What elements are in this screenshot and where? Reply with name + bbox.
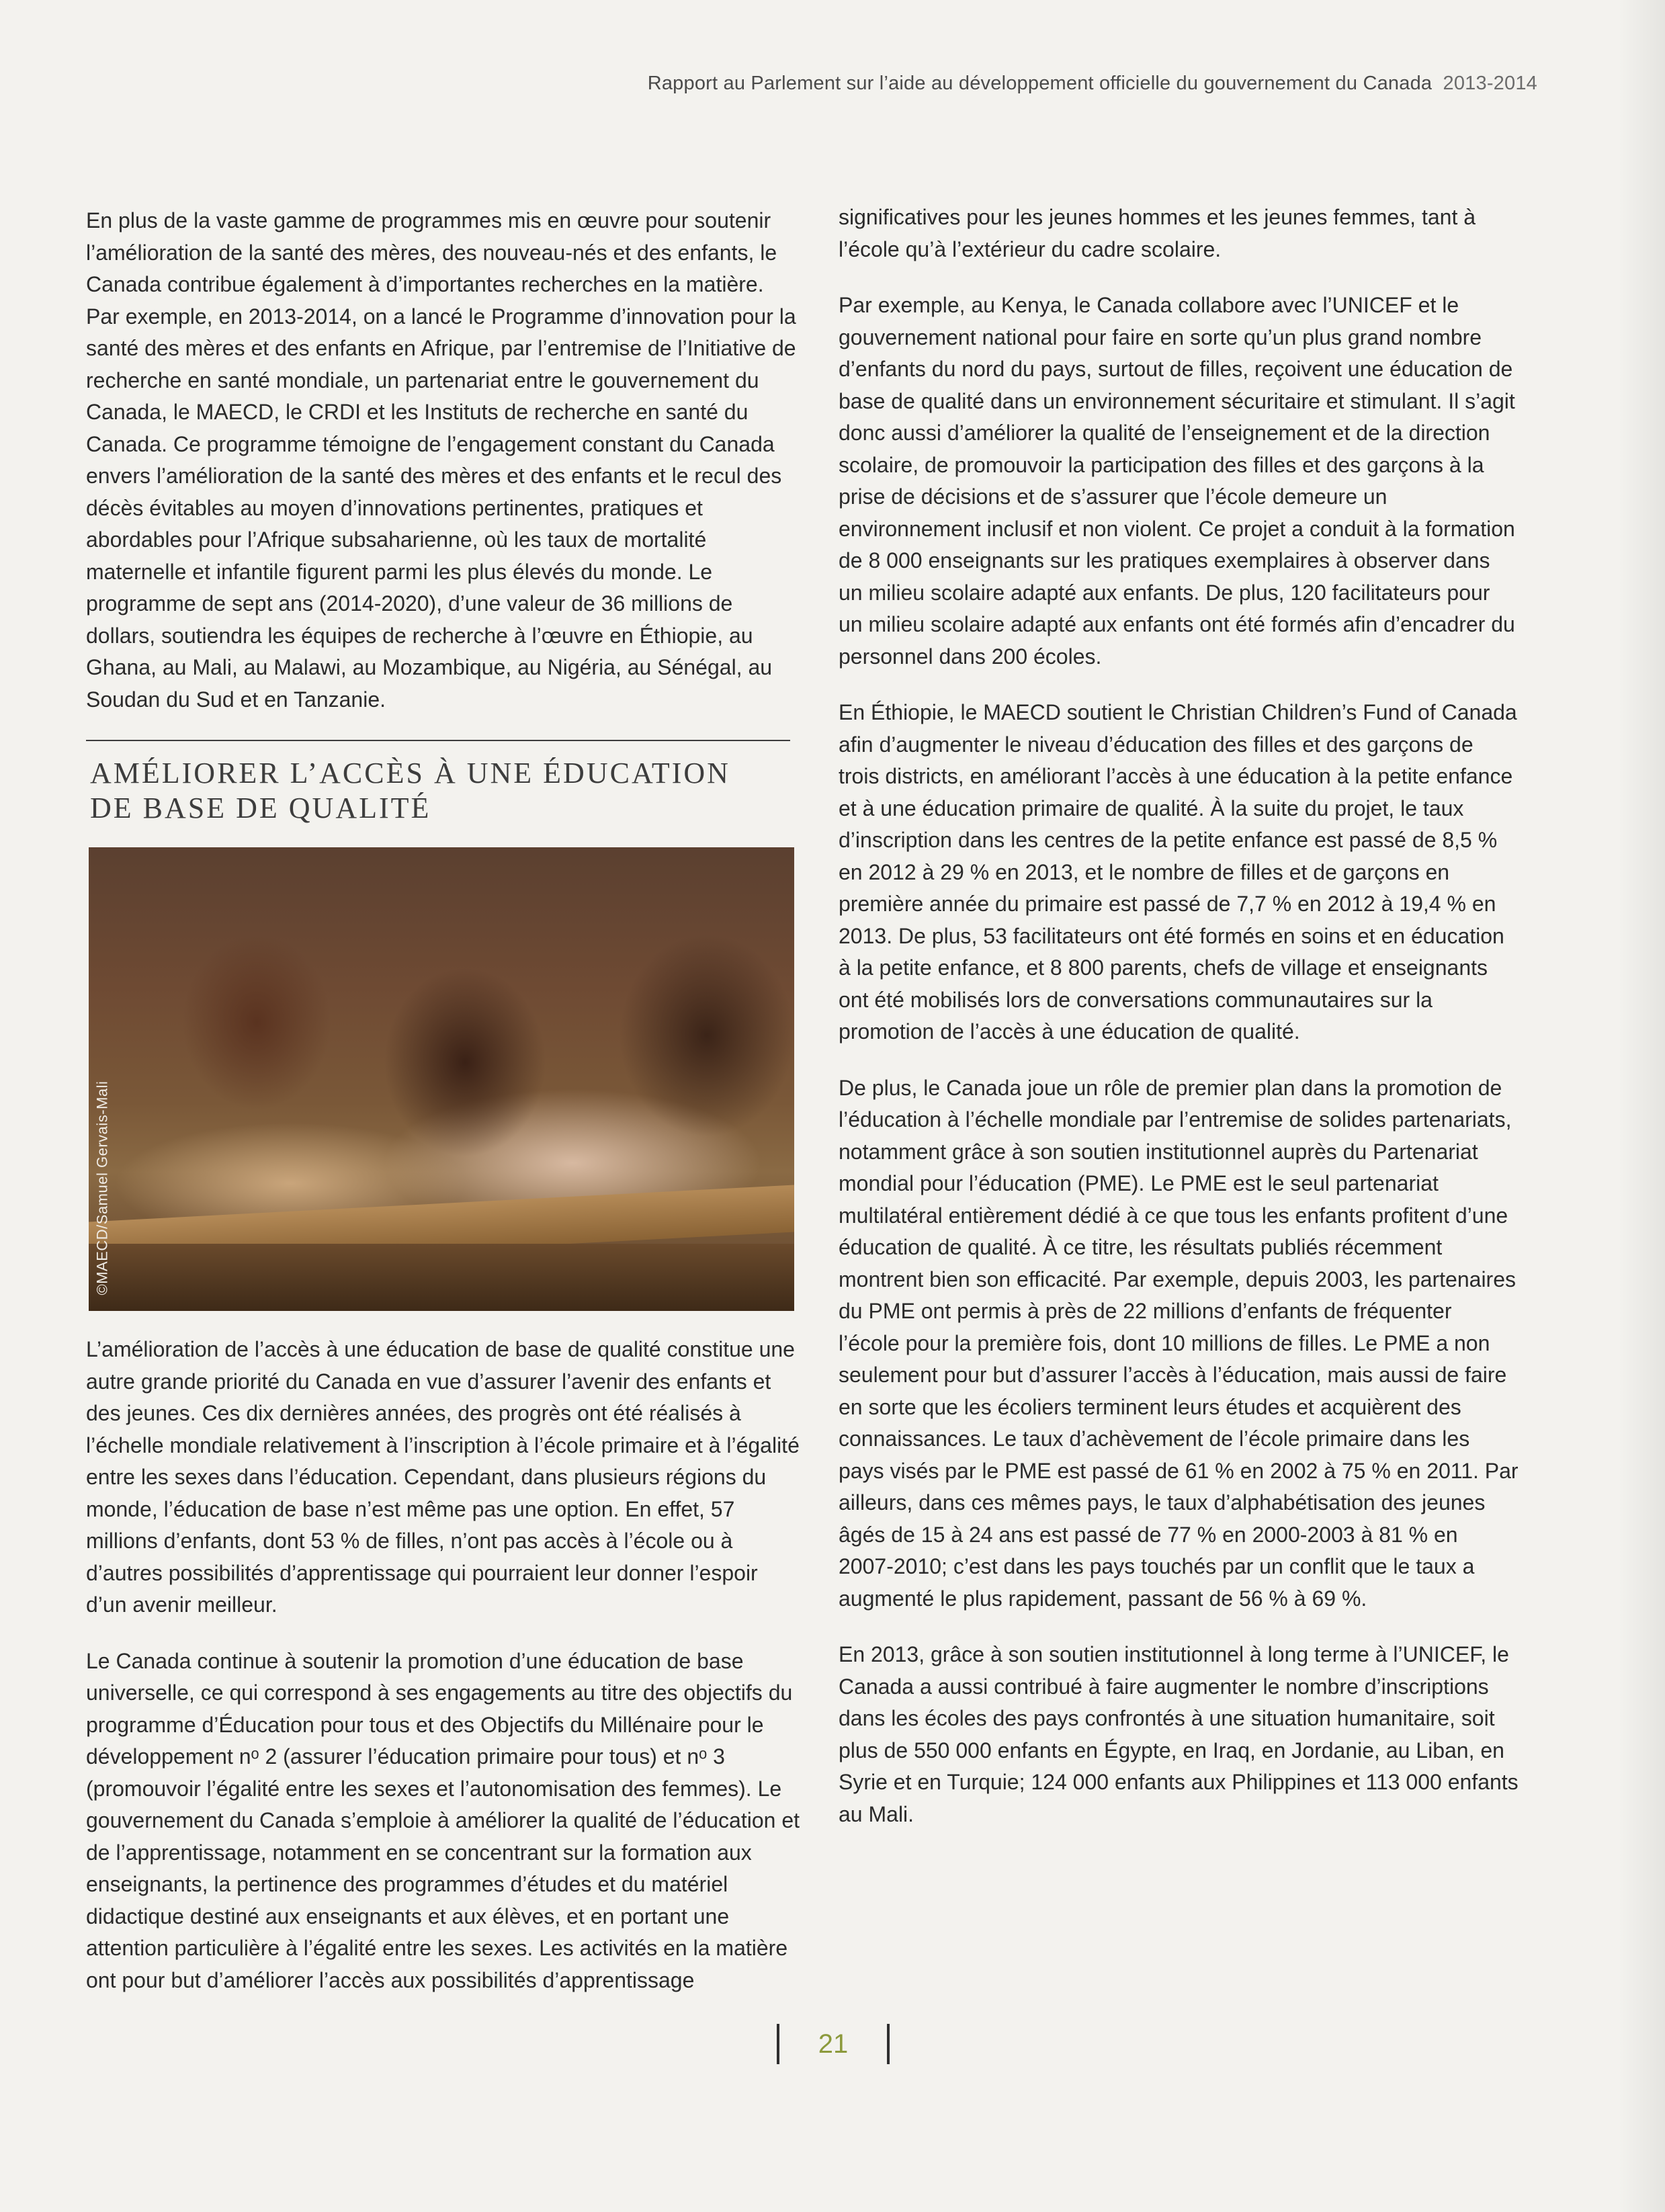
left-column (86, 205, 802, 2020)
photo-credit: ©MAECD/Samuel Gervais-Mali (93, 1080, 111, 1295)
page-edge-shadow (1618, 0, 1665, 2212)
classroom-photo (89, 847, 794, 1311)
page-number: 21 (818, 2029, 849, 2059)
photo-desk-front (89, 1244, 794, 1311)
right-paragraph-1: significatives pour les jeunes hommes et les jeunes femmes, tant à l’école qu’à l’extérieur du cadre scolaire. (839, 205, 1476, 261)
right-paragraph-4: De plus, le Canada joue un rôle de premier plan dans la promotion de l’éducation à l’échelle mondiale par l’entremise de solides partenariats, notamment grâce à son soutien institutionnel auprès du Partenariat mondial pour l’éducation (PME). Le PME est le seul partenariat multilatéral entièrement dédié à ce que tous les enfants profitent d’une éducation de qualité. À ce titre, les résultats publiés récemment montrent bien son efficacité. Par exemple, depuis 2003, les partenaires du PME ont permis à près de 22 millions d’enfants de fréquenter l’école pour la première fois, dont 10 millions de filles. Le PME a non seulement pour but d’assurer l’accès à l’éducation, mais aussi de faire en sorte que les écoliers terminent leurs études et acquièrent des connaissances. Le taux d’achèvement de l’école primaire dans les pays visés par le PME est passé de 61 % en 2002 à 75 % en 2011. Par ailleurs, dans ces mêmes pays, le taux d’alphabétisation des jeunes âgés de 15 à 24 ans est passé de 77 % en 2000-2003 à 81 % en 2007-2010; c’est dans les pays touchés par un conflit que le taux a augmenté le plus rapidement, passant de 56 % à 69 %. (839, 1075, 1519, 1611)
left-paragraph-1: En plus de la vaste gamme de programmes mis en œuvre pour soutenir l’amélioration de la santé des mères, des nouveau-nés et des enfants, le Canada contribue également à d’importantes recherches en la matière. Par exemple, en 2013-2014, on a lancé le Programme d’innovation pour la santé des mères et des enfants en Afrique, par l’entremise de l’Initiative de recherche en santé mondiale, un partenariat entre le gouvernement du Canada, le MAECD, le CRDI et les Instituts de recherche en santé du Canada. Ce programme témoigne de l’engagement constant du Canada envers l’amélioration de la santé des mères et des enfants et le recul des décès évitables au moyen d’innovations pertinentes, pratiques et abordables pour l’Afrique subsaharienne, où les taux de mortalité maternelle et infantile figurent parmi les plus élevés du monde. Le programme de sept ans (2014-2020), d’une valeur de 36 millions de dollars, soutiendra les équipes de recherche à l’œuvre en Éthiopie, au Ghana, au Mali, au Malawi, au Mozambique, au Nigéria, au Sénégal, au Soudan du Sud et en Tanzanie. (86, 208, 796, 712)
report-years: 2013-2014 (1443, 73, 1537, 94)
right-paragraph-5: En 2013, grâce à son soutien institutionnel à long terme à l’UNICEF, le Canada a aussi contribué à faire augmenter le nombre d’inscriptions dans les écoles des pays confrontés à une situation humanitaire, soit plus de 550 000 enfants en Égypte, en Iraq, en Jordanie, au Liban, en Syrie et en Turquie; 124 000 enfants aux Philippines et 113 000 enfants au Mali. (839, 1642, 1519, 1826)
right-paragraph-2: Par exemple, au Kenya, le Canada collabore avec l’UNICEF et le gouvernement national pour faire en sorte qu’un plus grand nombre d’enfants du nord du pays, surtout de filles, reçoivent une éducation de base de qualité dans un environnement sécuritaire et stimulant. Il s’agit donc aussi d’améliorer la qualité de l’enseignement et de la direction scolaire, de promouvoir la participation des filles et des garçons à la prise de décisions et de s’assurer que l’école demeure un environnement inclusif et non violent. Ce projet a conduit à la formation de 8 000 enseignants sur les pratiques exemplaires à observer dans un milieu scolaire adapté aux enfants. De plus, 120 facilitateurs pour un milieu scolaire adapté aux enfants ont été formés afin d’encadrer du personnel dans 200 écoles. (839, 293, 1515, 669)
right-paragraph-3: En Éthiopie, le MAECD soutient le Christian Children’s Fund of Canada afin d’augmenter le niveau d’éducation des filles et des garçons de trois districts, en améliorant l’accès à une éducation à la petite enfance et à une éducation primaire de qualité. À la suite du projet, le taux d’inscription dans les centres de la petite enfance est passé de 8,5 % en 2012 à 29 % en 2013, et le nombre de filles et de garçons en première année du primaire est passé de 7,7 % en 2012 à 19,4 % en 2013. De plus, 53 facilitateurs ont été formés en soins et en éducation à la petite enfance, et 8 800 parents, chefs de village et enseignants ont été mobilisés lors de conversations communautaires sur la promotion de l’accès à une éducation de qualité. (839, 700, 1517, 1044)
left-paragraph-2: L’amélioration de l’accès à une éducation de base de qualité constitue une autre grande priorité du Canada en vue d’assurer l’avenir des enfants et des jeunes. Ces dix dernières années, des progrès ont été réalisés à l’échelle mondiale relativement à l’inscription à l’école primaire et à l’égalité entre les sexes dans l’éducation. Cependant, dans plusieurs régions du monde, l’éducation de base n’est même pas une option. En effet, 57 millions d’enfants, dont 53 % de filles, n’ont pas accès à l’école ou à d’autres possibilités d’apprentissage qui pourraient leur donner l’espoir d’un avenir meilleur. (86, 1337, 800, 1617)
left-paragraph-3: Le Canada continue à soutenir la promotion d’une éducation de base universelle, ce qui correspond à ses engagements au titre des objectifs du programme d’Éducation pour tous et des Objectifs du Millénaire pour le développement nᵒ 2 (assurer l’éducation primaire pour tous) et nᵒ 3 (promouvoir l’égalité entre les sexes et l’autonomisation des femmes). Le gouvernement du Canada s’emploie à améliorer la qualité de l’éducation et de l’apprentissage, notamment en se concentrant sur la formation aux enseignants, la pertinence des programmes d’études et du matériel didactique destiné aux enseignants et aux élèves, et en portant une attention particulière à l’égalité entre les sexes. Les activités en la matière ont pour but d’améliorer l’accès aux possibilités d’apprentissage (86, 1648, 800, 1992)
report-title: Rapport au Parlement sur l’aide au développement officielle du gouvernement du Canada (647, 73, 1433, 94)
page-number-bar-left (777, 2024, 779, 2064)
section-divider (86, 740, 790, 741)
page-footer (759, 2023, 907, 2066)
running-header (462, 73, 1537, 95)
section-heading-line-1: AMÉLIORER L’ACCÈS À UNE ÉDUCATION (90, 757, 730, 790)
section-heading (90, 756, 802, 826)
right-column (839, 202, 1519, 1855)
page-number-bar-right (887, 2024, 890, 2064)
section-heading-line-2: DE BASE DE QUALITÉ (90, 792, 431, 824)
